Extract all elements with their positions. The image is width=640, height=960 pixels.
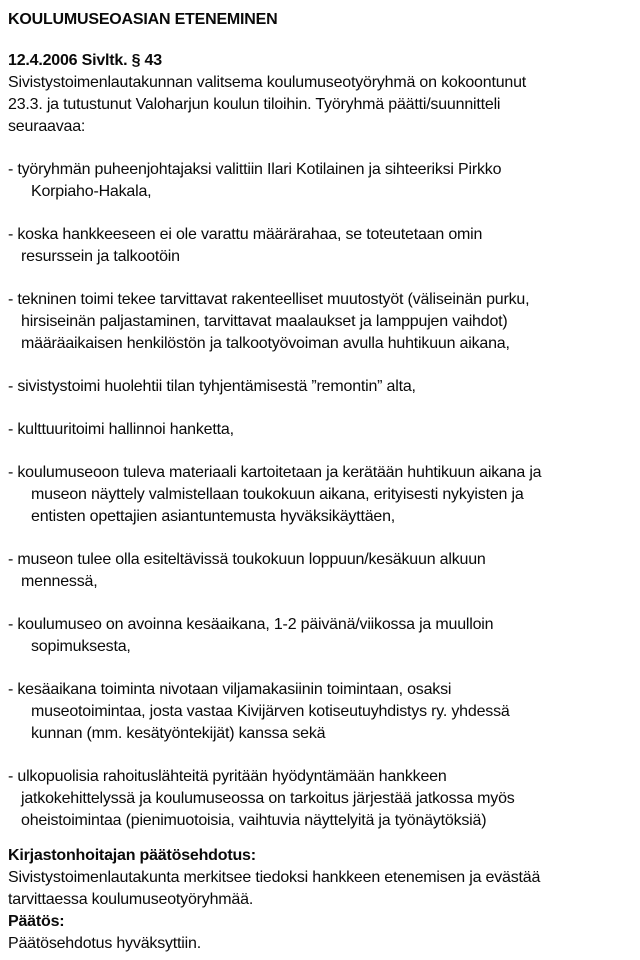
text-line: - koulumuseoon tuleva materiaali kartoitetaan ja kerätään huhtikuun aikana ja: [8, 464, 542, 481]
text-line: - museon tulee olla esiteltävissä toukokuun loppuun/kesäkuun alkuun: [8, 551, 486, 568]
bullet-item: [8, 679, 630, 745]
bullet-item: [8, 159, 630, 203]
text-line: - ulkopuolisia rahoituslähteitä pyritään hyödyntämään hankkeen: [8, 768, 447, 785]
text-line: kunnan (mm. kesätyöntekijät) kanssa sekä: [31, 725, 326, 742]
text-line: - koulumuseo on avoinna kesäaikana, 1-2 päivänä/viikossa ja muulloin: [8, 616, 494, 633]
text-line: museon näyttely valmistellaan toukokuun aikana, erityisesti nykyisten ja: [31, 486, 524, 503]
text-line: - työryhmän puheenjohtajaksi valittiin Ilari Kotilainen ja sihteeriksi Pirkko: [8, 161, 502, 178]
decision-text: Päätösehdotus hyväksyttiin.: [8, 935, 201, 952]
text-line: museotoimintaa, josta vastaa Kivijärven kotiseutuyhdistys ry. yhdessä: [31, 703, 510, 720]
text-line: Sivistystoimenlautakunta merkitsee tiedoksi hankkeen etenemisen ja evästää: [8, 869, 541, 886]
bullet-item: [8, 376, 630, 398]
text-line: resurssein ja talkootöin: [21, 248, 180, 265]
bullet-item: [8, 462, 630, 528]
bullet-item: [8, 419, 630, 441]
text-line: - tekninen toimi tekee tarvittavat rakenteelliset muutostyöt (väliseinän purku,: [8, 291, 530, 308]
bullet-item: [8, 224, 630, 268]
decision-heading: Päätös:: [8, 913, 65, 930]
text-line: - koska hankkeeseen ei ole varattu määrärahaa, se toteutetaan omin: [8, 226, 483, 243]
bullet-item: [8, 614, 630, 658]
text-line: 23.3. ja tutustunut Valoharjun koulun tiloihin. Työryhmä päätti/suunnitteli: [8, 96, 501, 113]
text-line: - kulttuuritoimi hallinnoi hanketta,: [8, 421, 234, 438]
text-line: mennessä,: [21, 573, 98, 590]
text-line: Sivistystoimenlautakunnan valitsema koulumuseotyöryhmä on kokoontunut: [8, 74, 527, 91]
section-heading: 12.4.2006 Sivltk. § 43: [8, 52, 162, 69]
text-line: seuraavaa:: [8, 118, 86, 135]
text-line: sopimuksesta,: [31, 638, 131, 655]
bullet-item: [8, 766, 630, 832]
text-line: entisten opettajien asiantuntemusta hyväksikäyttäen,: [31, 508, 396, 525]
doc-title: KOULUMUSEOASIAN ETENEMINEN: [8, 11, 278, 28]
text-line: - sivistystoimi huolehtii tilan tyhjentämisestä ”remontin” alta,: [8, 378, 416, 395]
text-line: hirsiseinän paljastaminen, tarvittavat maalaukset ja lamppujen vaihdot): [21, 313, 508, 330]
text-line: jatkokehittelyssä ja koulumuseossa on tarkoitus järjestää jatkossa myös: [21, 790, 515, 807]
bullet-item: [8, 289, 630, 355]
text-line: oheistoimintaa (pienimuotoisia, vaihtuvia näyttelyitä ja työnäytöksiä): [21, 812, 487, 829]
proposal-text: [8, 867, 630, 911]
intro-paragraph: [8, 72, 630, 138]
proposal-heading: Kirjastonhoitajan päätösehdotus:: [8, 847, 256, 864]
bullet-item: [8, 549, 630, 593]
text-line: - kesäaikana toiminta nivotaan viljamakasiinin toimintaan, osaksi: [8, 681, 452, 698]
text-line: Korpiaho-Hakala,: [31, 183, 152, 200]
text-line: määräaikaisen henkilöstön ja talkootyövoiman avulla huhtikuun aikana,: [21, 335, 510, 352]
text-line: tarvittaessa koulumuseotyöryhmää.: [8, 891, 254, 908]
